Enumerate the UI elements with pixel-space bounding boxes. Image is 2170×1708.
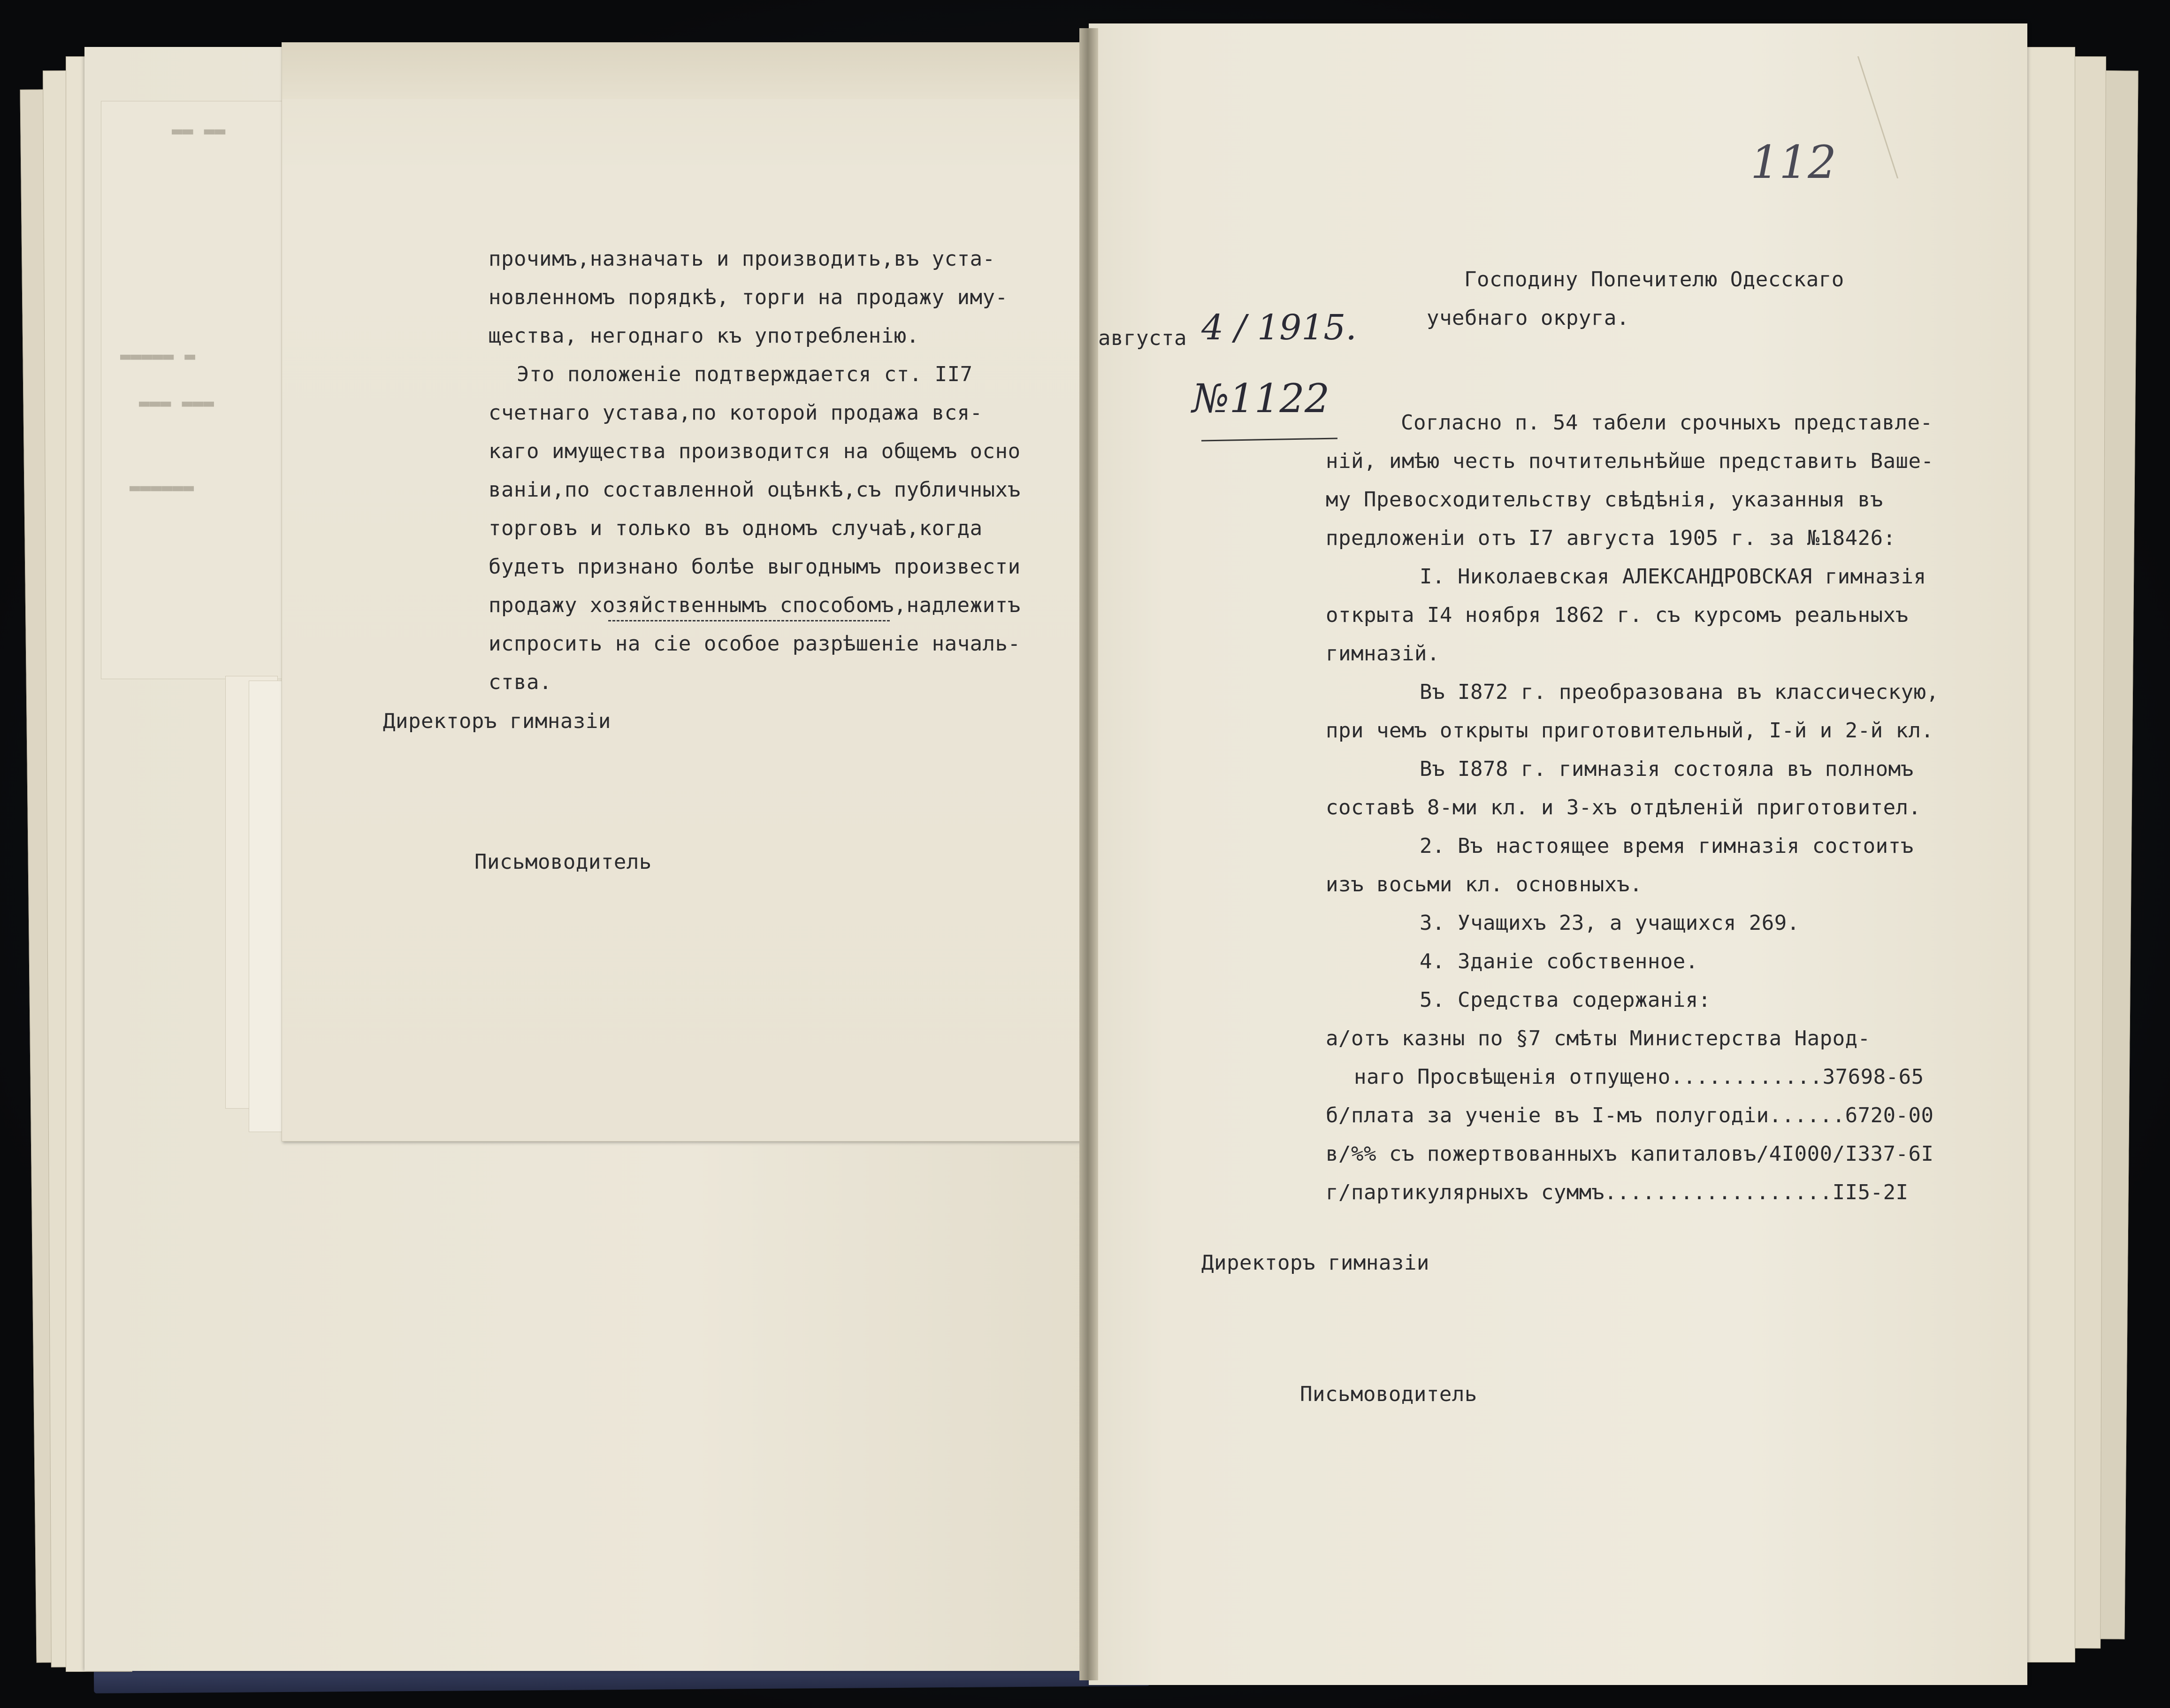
slip-fold — [282, 43, 1089, 99]
slip-line: новленномъ порядкѣ, торги на продажу иму- — [489, 285, 1008, 309]
clerk-signature-line: Письмоводитель — [474, 850, 652, 874]
body-line: составѣ 8-ми кл. и 3-хъ отдѣленій приготовител. — [1326, 796, 1921, 820]
director-signature-line: Директоръ гимназіи — [1201, 1251, 1429, 1275]
slip-line: прочимъ,назначать и производить,въ уста- — [489, 247, 995, 271]
body-line: 2. Въ настоящее время гимназія состоитъ — [1420, 834, 1914, 858]
slip-line: ства. — [489, 670, 552, 694]
dashed-underline — [608, 620, 890, 621]
body-line: Въ I878 г. гимназія состояла въ полномъ — [1420, 757, 1914, 781]
date-fragment: августа — [1098, 326, 1187, 350]
addressee-line: Господину Попечителю Одесскаго — [1464, 268, 1844, 291]
slip-line: счетнаго устава,по которой продажа вся- — [489, 401, 983, 425]
slip-line: ваніи,по составленной оцѣнкѣ,съ публичныхъ — [489, 478, 1021, 502]
handwritten-outgoing-number: №1122 — [1192, 375, 1330, 421]
body-line: б/плата за ученіе въ I-мъ полугодіи......6720-00 — [1326, 1103, 1934, 1127]
body-line: открыта I4 ноября 1862 г. съ курсомъ реальныхъ — [1326, 603, 1909, 627]
body-line: при чемъ открыты приготовительный, I-й и 2-й кл. — [1326, 719, 1934, 743]
folio-number: 112 — [1750, 136, 1837, 189]
body-line: г/партикулярныхъ суммъ..................II5-2I — [1326, 1180, 1909, 1204]
pasted-slip — [282, 42, 1090, 1141]
slip-line: торговъ и только въ одномъ случаѣ,когда — [489, 516, 983, 540]
slip-line: Это положеніе подтверждается ст. II7 — [517, 362, 973, 386]
body-line: предложеніи отъ I7 августа 1905 г. за №18426: — [1326, 526, 1896, 550]
body-line: гимназій. — [1326, 642, 1440, 666]
body-line: 5. Средства содержанія: — [1420, 988, 1711, 1012]
handwritten-date: 4 / 1915. — [1201, 307, 1357, 348]
slip-line: каго имущества производится на общемъ осно — [489, 439, 1021, 463]
body-line: му Превосходительству свѣдѣнія, указанныя въ — [1326, 488, 1883, 512]
director-signature-line: Директоръ гимназіи — [383, 709, 611, 733]
body-line: а/отъ казны по §7 смѣты Министерства Народ- — [1326, 1026, 1871, 1050]
slip-line: продажу хозяйственнымъ способомъ,надлежитъ — [489, 593, 1021, 617]
body-line: 3. Учащихъ 23, а учащихся 269. — [1420, 911, 1800, 935]
body-line: ній, имѣю честь почтительнѣйше представить Вашe- — [1326, 449, 1934, 473]
body-line: I. Николаевская АЛЕКСАНДРОВСКАЯ гимназія — [1420, 565, 1926, 589]
body-line: Согласно п. 54 табели срочныхъ представле- — [1401, 411, 1933, 435]
body-line: в/%% съ пожертвованныхъ капиталовъ/4I000/I337-6I — [1326, 1142, 1934, 1166]
underlying-sheet: ▬▬ ▬▬ ▬▬▬▬▬ ▬ ▬▬▬ ▬▬▬ ▬▬▬▬▬▬ — [101, 101, 299, 679]
binding-spine — [1079, 28, 1098, 1680]
body-line: наго Просвѣщенія отпущено............37698-65 — [1354, 1065, 1924, 1089]
clerk-signature-line: Письмоводитель — [1300, 1382, 1477, 1406]
body-line: 4. Зданіе собственное. — [1420, 950, 1698, 973]
body-line: изъ восьми кл. основныхъ. — [1326, 873, 1643, 896]
slip-line: будетъ признано болѣе выгоднымъ произвести — [489, 555, 1021, 579]
slip-line: испросить на сіе особое разрѣшеніе началь- — [489, 632, 1021, 656]
addressee-line: учебнаго округа. — [1427, 306, 1629, 330]
slip-line: щества, негоднаго къ употребленію. — [489, 324, 919, 348]
body-line: Въ I872 г. преобразована въ классическую, — [1420, 680, 1939, 704]
